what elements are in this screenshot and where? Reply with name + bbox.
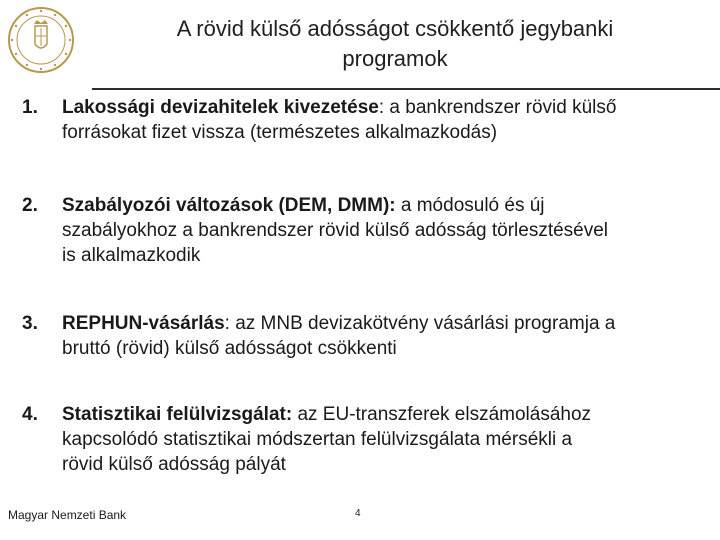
item-text [62, 311, 702, 361]
item-heading: Szabályozói változások (DEM, DMM): [62, 195, 396, 216]
item-text-line-3: rövid külső adósság pályát [62, 454, 286, 475]
item-number: 3. [22, 313, 38, 334]
item-text [62, 193, 702, 268]
page-number: 4 [355, 508, 361, 519]
item-text-line-1: az EU-transzferek elszámolásához [292, 404, 592, 425]
footer-bank-name: Magyar Nemzeti Bank [8, 508, 127, 522]
item-text-line-1: : a bankrendszer rövid külső [378, 97, 617, 118]
item-heading: Lakossági devizahitelek kivezetése [62, 97, 379, 118]
item-text-line-3: is alkalmazkodik [62, 245, 201, 266]
item-number: 2. [22, 195, 38, 216]
item-text-line-1: : az MNB devizakötvény vásárlási programja a [224, 313, 616, 334]
item-text [62, 402, 702, 477]
title-divider [92, 88, 720, 90]
title-line-2: programok [342, 46, 448, 71]
title-line-1: A rövid külső adósságot csökkentő jegybanki [176, 16, 614, 41]
item-text [62, 95, 702, 145]
mnb-logo [7, 6, 75, 74]
page-title [100, 14, 690, 74]
item-text-line-1: a módosuló és új [395, 195, 545, 216]
item-heading: Statisztikai felülvizsgálat: [62, 404, 293, 425]
item-heading: REPHUN-vásárlás [62, 313, 225, 334]
item-number: 1. [22, 97, 38, 118]
item-number: 4. [22, 404, 38, 425]
item-text-line-2: kapcsolódó statisztikai módszertan felülvizsgálata mérsékli a [62, 429, 573, 450]
item-text-line-2: bruttó (rövid) külső adósságot csökkenti [62, 338, 397, 359]
item-text-line-2: forrásokat fizet vissza (természetes alkalmazkodás) [62, 122, 498, 143]
item-text-line-2: szabályokhoz a bankrendszer rövid külső adósság törlesztésével [62, 220, 609, 241]
